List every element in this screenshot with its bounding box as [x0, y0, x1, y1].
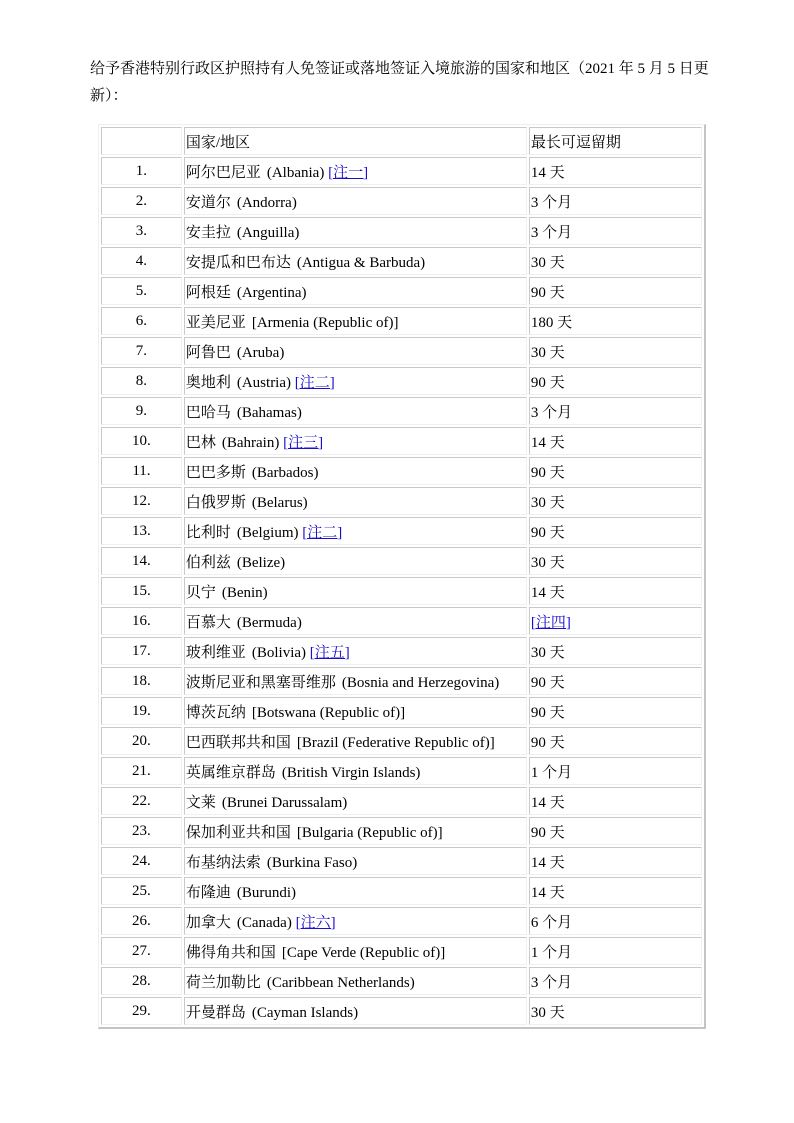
max-stay-cell — [529, 157, 702, 185]
row-number: 15. — [101, 577, 182, 605]
intro-paragraph: 给予香港特别行政区护照持有人免签证或落地签证入境旅游的国家和地区（2021 年 5 月 5 日更新）： — [90, 61, 709, 104]
country-name-en: (Benin) — [221, 584, 268, 601]
footnote-link[interactable]: [注一] — [328, 164, 369, 181]
row-number: 5. — [101, 277, 182, 305]
country-name-zh: 亚美尼亚 — [185, 314, 246, 331]
country-name-en: [Brazil (Federative Republic of)] — [296, 734, 495, 751]
row-number: 19. — [101, 697, 182, 725]
table-row — [101, 847, 702, 875]
country-name-en: (Barbados) — [251, 464, 319, 481]
country-name-zh: 波斯尼亚和黑塞哥维那 — [185, 674, 336, 691]
header-country: 国家/地区 — [184, 127, 527, 155]
row-number: 21. — [101, 757, 182, 785]
row-number: 23. — [101, 817, 182, 845]
country-name-en: (Bosnia and Herzegovina) — [341, 674, 500, 691]
row-number: 29. — [101, 997, 182, 1025]
table-row — [101, 367, 702, 395]
country-name-zh: 英属维京群岛 — [185, 764, 276, 781]
country-name-zh: 巴林 — [185, 434, 216, 451]
country-cell — [184, 277, 527, 305]
country-cell — [184, 217, 527, 245]
country-name-en: (Canada) — [236, 914, 292, 931]
country-name-zh: 文莱 — [185, 794, 216, 811]
row-number: 2. — [101, 187, 182, 215]
country-name-zh: 阿根廷 — [185, 284, 231, 301]
max-stay-value: 90 天 — [530, 734, 565, 751]
country-name-zh: 巴哈马 — [185, 404, 231, 421]
row-number: 10. — [101, 427, 182, 455]
max-stay-value: 3 个月 — [530, 404, 573, 421]
max-stay-cell — [529, 307, 702, 335]
max-stay-cell — [529, 817, 702, 845]
country-name-zh: 安提瓜和巴布达 — [185, 254, 291, 271]
table-row — [101, 667, 702, 695]
country-cell — [184, 847, 527, 875]
country-name-en: [Bulgaria (Republic of)] — [296, 824, 443, 841]
max-stay-value: 14 天 — [530, 884, 565, 901]
country-name-zh: 保加利亚共和国 — [185, 824, 291, 841]
max-stay-value: 90 天 — [530, 674, 565, 691]
row-number: 11. — [101, 457, 182, 485]
max-stay-cell — [529, 277, 702, 305]
max-stay-cell — [529, 667, 702, 695]
country-name-zh: 安圭拉 — [185, 224, 231, 241]
country-name-zh: 博茨瓦纳 — [185, 704, 246, 721]
country-name-zh: 巴巴多斯 — [185, 464, 246, 481]
table-row — [101, 547, 702, 575]
row-number: 26. — [101, 907, 182, 935]
country-name-zh: 加拿大 — [185, 914, 231, 931]
country-name-en: (Anguilla) — [236, 224, 300, 241]
table-row — [101, 757, 702, 785]
table-row — [101, 247, 702, 275]
max-stay-cell — [529, 877, 702, 905]
footnote-link[interactable]: [注三] — [283, 434, 324, 451]
country-cell — [184, 997, 527, 1025]
max-stay-value: 3 个月 — [530, 974, 573, 991]
country-cell — [184, 577, 527, 605]
footnote-link[interactable]: [注二] — [294, 374, 335, 391]
row-number: 25. — [101, 877, 182, 905]
table-row — [101, 217, 702, 245]
table-row — [101, 997, 702, 1025]
max-stay-value: 1 个月 — [530, 764, 573, 781]
country-cell — [184, 667, 527, 695]
country-name-en: (British Virgin Islands) — [281, 764, 421, 781]
table-row — [101, 517, 702, 545]
table-row — [101, 157, 702, 185]
max-stay-cell — [529, 757, 702, 785]
table-row — [101, 817, 702, 845]
max-stay-value: 14 天 — [530, 164, 565, 181]
country-name-en: (Antigua & Barbuda) — [296, 254, 426, 271]
country-name-zh: 玻利维亚 — [185, 644, 246, 661]
country-cell — [184, 307, 527, 335]
country-name-zh: 比利时 — [185, 524, 231, 541]
max-stay-value: 90 天 — [530, 524, 565, 541]
max-stay-value: 14 天 — [530, 584, 565, 601]
table-row — [101, 877, 702, 905]
country-cell — [184, 787, 527, 815]
country-name-zh: 阿尔巴尼亚 — [185, 164, 261, 181]
table-row — [101, 697, 702, 725]
max-stay-value: 1 个月 — [530, 944, 573, 961]
country-name-en: (Bahamas) — [236, 404, 302, 421]
max-stay-value: 14 天 — [530, 434, 565, 451]
country-name-en: (Burkina Faso) — [266, 854, 358, 871]
country-name-en: (Belize) — [236, 554, 286, 571]
country-cell — [184, 547, 527, 575]
table-row — [101, 487, 702, 515]
country-cell — [184, 337, 527, 365]
country-name-en: (Belgium) — [236, 524, 299, 541]
country-name-en: (Bolivia) — [251, 644, 307, 661]
country-cell — [184, 187, 527, 215]
max-stay-cell — [529, 637, 702, 665]
row-number: 8. — [101, 367, 182, 395]
country-cell — [184, 157, 527, 185]
footnote-link[interactable]: [注五] — [309, 644, 350, 661]
country-name-zh: 伯利兹 — [185, 554, 231, 571]
country-cell — [184, 457, 527, 485]
max-stay-cell — [529, 457, 702, 485]
max-stay-value: 14 天 — [530, 794, 565, 811]
country-name-en: (Bermuda) — [236, 614, 302, 631]
country-name-en: (Albania) — [266, 164, 325, 181]
table-row — [101, 727, 702, 755]
row-number: 13. — [101, 517, 182, 545]
country-cell — [184, 727, 527, 755]
country-cell — [184, 607, 527, 635]
max-stay-cell — [529, 607, 702, 635]
country-name-en: [Armenia (Republic of)] — [251, 314, 399, 331]
table-row — [101, 907, 702, 935]
max-stay-cell — [529, 847, 702, 875]
max-stay-value: 3 个月 — [530, 224, 573, 241]
country-name-zh: 贝宁 — [185, 584, 216, 601]
country-name-zh: 布基纳法索 — [185, 854, 261, 871]
country-cell — [184, 757, 527, 785]
table-row — [101, 277, 702, 305]
country-cell — [184, 817, 527, 845]
max-stay-value: 30 天 — [530, 1004, 565, 1021]
max-stay-value: 30 天 — [530, 344, 565, 361]
max-stay-cell — [529, 727, 702, 755]
header-number — [101, 127, 182, 155]
country-name-zh: 安道尔 — [185, 194, 231, 211]
country-name-en: (Andorra) — [236, 194, 297, 211]
table-row — [101, 307, 702, 335]
max-stay-cell — [529, 937, 702, 965]
table-row — [101, 607, 702, 635]
table-row — [101, 967, 702, 995]
max-stay-cell — [529, 697, 702, 725]
row-number: 27. — [101, 937, 182, 965]
row-number: 3. — [101, 217, 182, 245]
max-stay-value: 6 个月 — [530, 914, 573, 931]
country-cell — [184, 937, 527, 965]
country-cell — [184, 487, 527, 515]
max-stay-value: 90 天 — [530, 464, 565, 481]
country-cell — [184, 907, 527, 935]
max-stay-cell — [529, 547, 702, 575]
row-number: 24. — [101, 847, 182, 875]
max-stay-cell — [529, 367, 702, 395]
country-cell — [184, 247, 527, 275]
country-name-en: (Caribbean Netherlands) — [266, 974, 415, 991]
max-stay-cell — [529, 487, 702, 515]
row-number: 28. — [101, 967, 182, 995]
country-name-en: [Cape Verde (Republic of)] — [281, 944, 446, 961]
country-cell — [184, 877, 527, 905]
max-stay-value: 3 个月 — [530, 194, 573, 211]
table-row — [101, 397, 702, 425]
row-number: 20. — [101, 727, 182, 755]
country-name-zh: 布隆迪 — [185, 884, 231, 901]
country-name-zh: 佛得角共和国 — [185, 944, 276, 961]
max-stay-cell — [529, 187, 702, 215]
row-number: 4. — [101, 247, 182, 275]
max-stay-value: 30 天 — [530, 494, 565, 511]
country-name-en: (Bahrain) — [221, 434, 280, 451]
country-name-en: [Botswana (Republic of)] — [251, 704, 406, 721]
row-number: 6. — [101, 307, 182, 335]
table-row — [101, 787, 702, 815]
country-name-en: (Austria) — [236, 374, 292, 391]
table-row — [101, 337, 702, 365]
footnote-link[interactable]: [注二] — [302, 524, 343, 541]
footnote-link[interactable]: [注六] — [295, 914, 336, 931]
country-name-zh: 荷兰加勒比 — [185, 974, 261, 991]
row-number: 7. — [101, 337, 182, 365]
country-name-zh: 百慕大 — [185, 614, 231, 631]
max-stay-cell — [529, 247, 702, 275]
max-stay-cell — [529, 787, 702, 815]
max-stay-value: 30 天 — [530, 554, 565, 571]
max-stay-value: 90 天 — [530, 704, 565, 721]
max-stay-cell — [529, 997, 702, 1025]
max-stay-cell — [529, 337, 702, 365]
max-stay-value: 14 天 — [530, 854, 565, 871]
max-stay-cell — [529, 217, 702, 245]
row-number: 9. — [101, 397, 182, 425]
table-row — [101, 187, 702, 215]
max-stay-value: 180 天 — [530, 314, 573, 331]
row-number: 14. — [101, 547, 182, 575]
table-row — [101, 937, 702, 965]
country-cell — [184, 367, 527, 395]
country-cell — [184, 517, 527, 545]
row-number: 17. — [101, 637, 182, 665]
max-stay-cell — [529, 577, 702, 605]
max-stay-cell — [529, 967, 702, 995]
max-stay-cell — [529, 397, 702, 425]
table-row — [101, 427, 702, 455]
max-stay-cell — [529, 907, 702, 935]
country-name-zh: 白俄罗斯 — [185, 494, 246, 511]
row-number: 16. — [101, 607, 182, 635]
country-cell — [184, 697, 527, 725]
country-name-zh: 巴西联邦共和国 — [185, 734, 291, 751]
table-header-row — [101, 127, 702, 155]
max-stay-value: 30 天 — [530, 644, 565, 661]
country-name-en: (Brunei Darussalam) — [221, 794, 348, 811]
row-number: 22. — [101, 787, 182, 815]
table-row — [101, 637, 702, 665]
country-name-zh: 奥地利 — [185, 374, 231, 391]
max-stay-cell — [529, 517, 702, 545]
row-number: 18. — [101, 667, 182, 695]
country-name-zh: 阿鲁巴 — [185, 344, 231, 361]
country-name-zh: 开曼群岛 — [185, 1004, 246, 1021]
country-name-en: (Belarus) — [251, 494, 308, 511]
max-stay-value: 90 天 — [530, 824, 565, 841]
max-stay-cell — [529, 427, 702, 455]
header-max-stay: 最长可逗留期 — [529, 127, 702, 155]
footnote-link[interactable]: [注四] — [530, 614, 571, 631]
row-number: 1. — [101, 157, 182, 185]
max-stay-value: 30 天 — [530, 254, 565, 271]
visa-free-table — [98, 124, 706, 1029]
country-name-en: (Aruba) — [236, 344, 285, 361]
table-body — [101, 157, 702, 1025]
country-cell — [184, 397, 527, 425]
country-cell — [184, 427, 527, 455]
max-stay-value: 90 天 — [530, 284, 565, 301]
country-name-en: (Cayman Islands) — [251, 1004, 359, 1021]
table-row — [101, 457, 702, 485]
country-cell — [184, 637, 527, 665]
country-cell — [184, 967, 527, 995]
row-number: 12. — [101, 487, 182, 515]
table-row — [101, 577, 702, 605]
country-name-en: (Argentina) — [236, 284, 307, 301]
country-name-en: (Burundi) — [236, 884, 297, 901]
max-stay-value: 90 天 — [530, 374, 565, 391]
